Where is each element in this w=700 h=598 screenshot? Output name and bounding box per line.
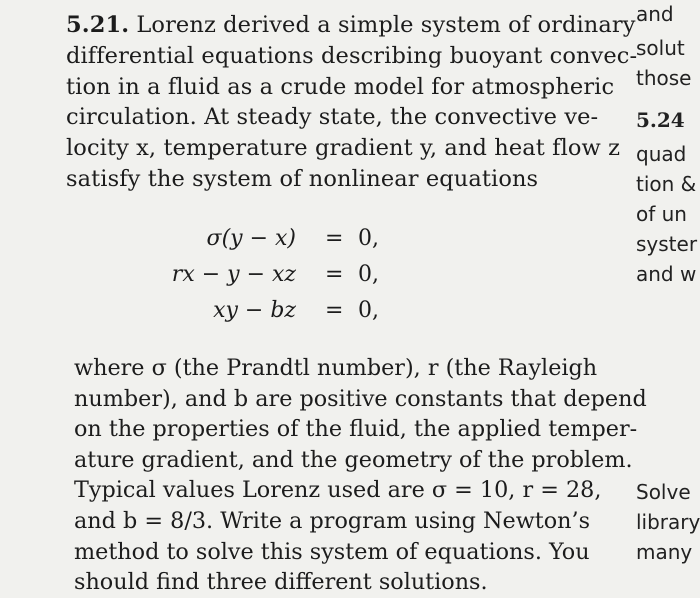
fragment-text: those: [636, 66, 692, 90]
problem-line-2: differential equations describing buoyant convec-: [66, 42, 638, 69]
closing-line-2: number), and b are positive constants that depend: [74, 385, 647, 412]
closing-line-7: method to solve this system of equations. You: [74, 538, 590, 565]
problem-line-6: satisfy the system of nonlinear equations: [66, 165, 539, 192]
fragment-text: and: [636, 2, 674, 26]
problem-intro: [66, 10, 638, 195]
problem-line-5: locity x, temperature gradient y, and heat flow z: [66, 135, 621, 162]
equation-row-3: [0, 298, 556, 328]
equation-lhs: σ(y − x): [206, 226, 296, 251]
fragment-text: of un: [636, 202, 687, 226]
closing-line-8: should find three different solutions.: [74, 569, 488, 596]
problem-number: 5.21.: [66, 12, 130, 38]
problem-line-3: tion in a fluid as a crude model for atmospheric: [66, 73, 615, 100]
fragment-text: many: [636, 540, 693, 564]
fragment-text: syster: [636, 232, 698, 256]
fragment-text: Solve: [636, 480, 691, 504]
equation-row-2: [0, 262, 556, 292]
fragment-text: and w: [636, 262, 697, 286]
intro-text-1: Lorenz derived a simple system of ordinary: [129, 12, 636, 38]
equals-sign: =: [325, 226, 344, 251]
equals-sign: =: [325, 298, 344, 323]
equation-rhs: 0,: [358, 262, 379, 287]
closing-line-4: ature gradient, and the geometry of the problem.: [74, 446, 633, 473]
equation-lhs: xy − bz: [213, 298, 296, 323]
fragment-text: quad: [636, 142, 687, 166]
equation-system: [0, 216, 556, 336]
equation-row-1: [0, 226, 556, 256]
adjacent-column-fragment: [636, 0, 700, 577]
fragment-text: solut: [636, 36, 685, 60]
problem-line-1: [66, 10, 636, 41]
closing-line-6: and b = 8/3. Write a program using Newton’s: [74, 507, 591, 534]
problem-closing: [74, 353, 647, 598]
fragment-text: tion &: [636, 172, 697, 196]
equation-rhs: 0,: [358, 298, 379, 323]
fragment-text: library: [636, 510, 700, 534]
problem-line-4: circulation. At steady state, the convective ve-: [66, 104, 599, 131]
closing-line-3: on the properties of the fluid, the applied temper-: [74, 416, 638, 443]
fragment-problem-number: 5.24: [636, 108, 685, 132]
equals-sign: =: [325, 262, 344, 287]
closing-line-1: where σ (the Prandtl number), r (the Rayleigh: [74, 355, 598, 381]
equation-lhs: rx − y − xz: [171, 262, 296, 287]
closing-line-5: Typical values Lorenz used are σ = 10, r = 28,: [74, 477, 602, 504]
equation-rhs: 0,: [358, 226, 379, 251]
